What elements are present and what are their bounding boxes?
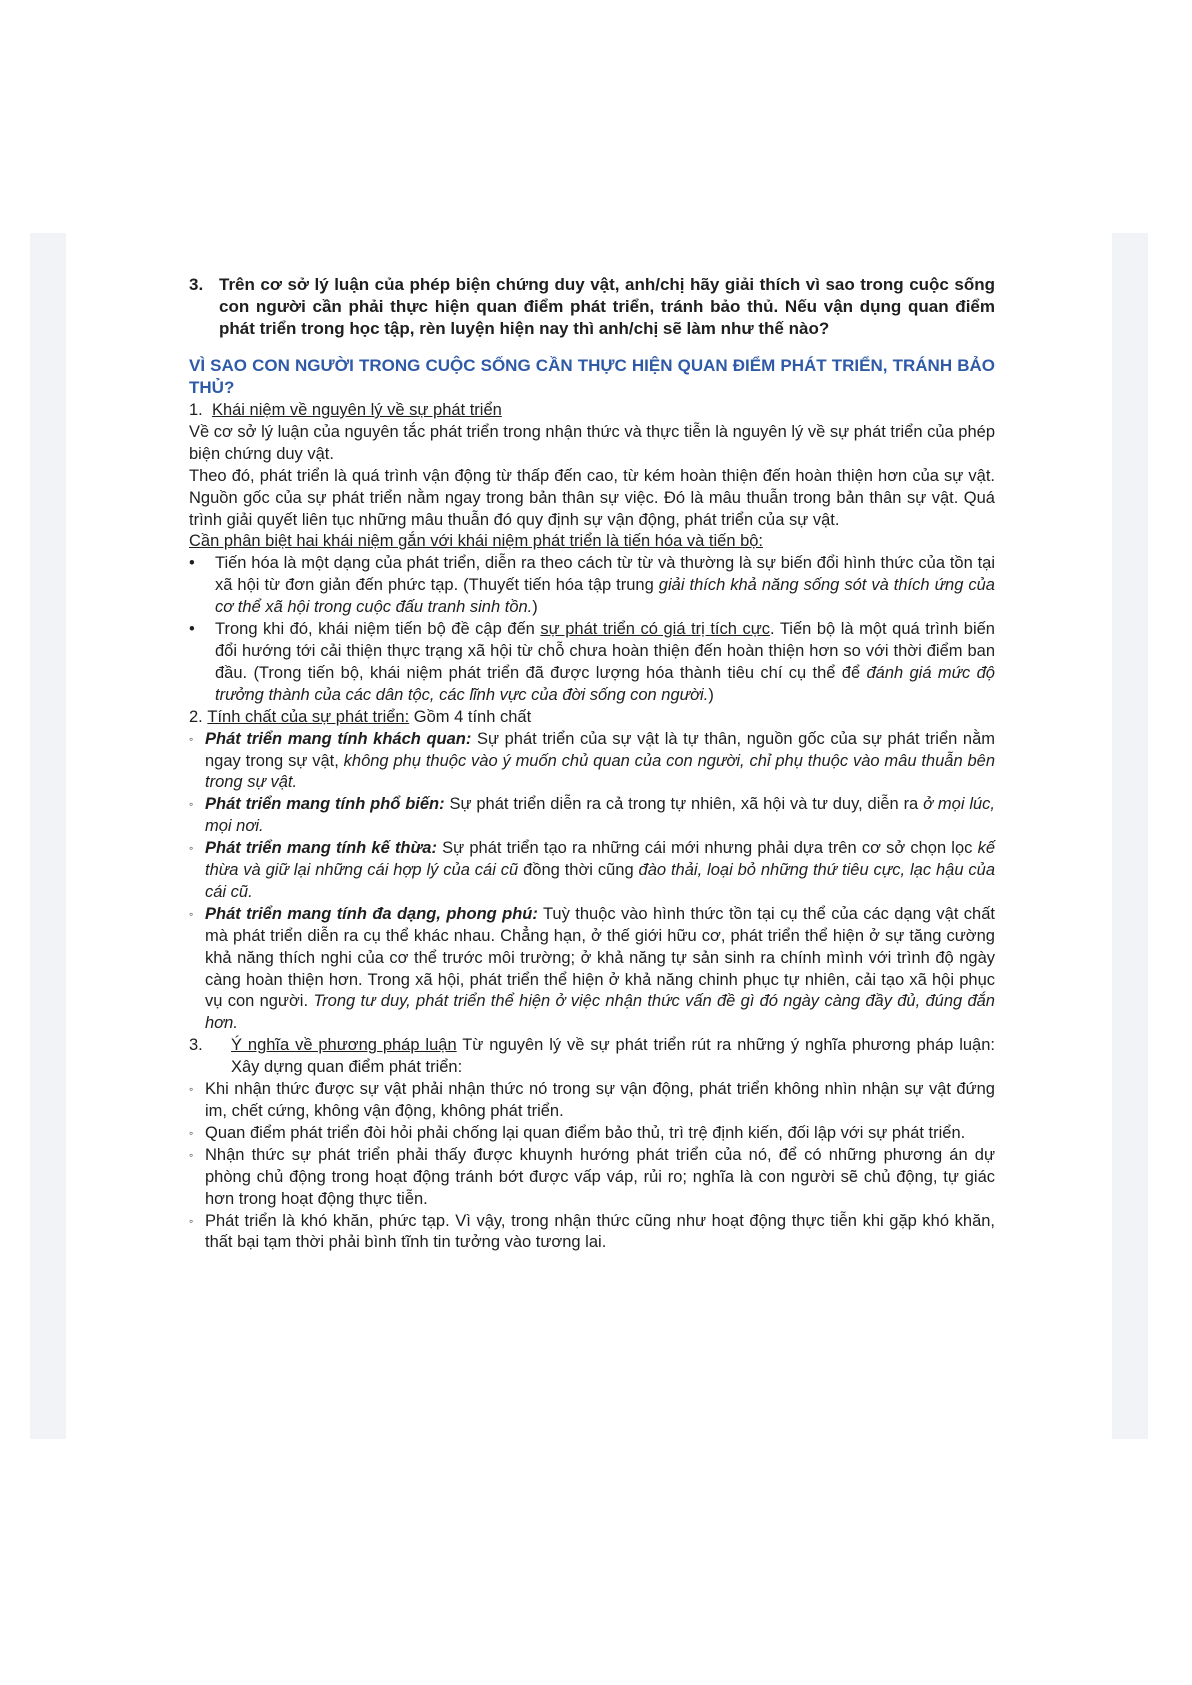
section-heading: VÌ SAO CON NGƯỜI TRONG CUỘC SỐNG CẦN THỰC HIỆN QUAN ĐIỂM PHÁT TRIỂN, TRÁNH BẢO THỦ? xyxy=(189,356,995,397)
s2-item-a: Sự phát triển tạo ra những cái mới nhưng phải dựa trên cơ sở chọn lọc xyxy=(436,839,978,858)
s2-item-label: Phát triển mang tính phổ biến: xyxy=(205,795,445,814)
s1-paragraph-3: Cần phân biệt hai khái niệm gắn với khái niệm phát triển là tiến hóa và tiến bộ: xyxy=(189,532,764,551)
s2-item xyxy=(189,904,995,1035)
circle-bullet: ◦ xyxy=(189,1213,194,1228)
s1-title xyxy=(189,400,995,422)
s3-title-text: Ý nghĩa về phương pháp luận xyxy=(231,1036,457,1055)
s1-bullet-2 xyxy=(189,619,995,707)
s2-item-a: Sự phát triển của sự vật là tự thân, nguồn gốc của sự phát triển nằm ngay trong sự vật, xyxy=(205,729,995,770)
bullet-glyph: • xyxy=(189,554,195,573)
circle-bullet: ◦ xyxy=(189,797,194,812)
s1-title-number: 1. xyxy=(189,401,203,419)
s3-item xyxy=(189,1211,995,1255)
s1-b2-u: sự phát triển có giá trị tích cực xyxy=(540,620,770,639)
s2-item-label: Phát triển mang tính đa dạng, phong phú: xyxy=(205,904,538,923)
s1-b1-a: Tiến hóa là một dạng của phát triển, diễn ra theo cách từ từ và thường là sự biến đổi hình thức của tồn tại xã hội từ đơn giản đến phức tạp. (Thuyết tiến hóa tập trung xyxy=(215,554,995,595)
s2-item-i: ở mọi lúc, mọi nơi. xyxy=(205,795,996,836)
s3-item xyxy=(189,1123,995,1145)
s2-item-a: Sự phát triển diễn ra cả trong tự nhiên, xã hội và tư duy, diễn ra xyxy=(444,795,924,814)
s1-b1-c: ) xyxy=(532,598,538,617)
s1-bullet-2-text xyxy=(215,619,995,707)
question xyxy=(189,274,995,340)
s3-item-text: Nhận thức sự phát triển phải thấy được khuynh hướng phát triển của nó, để có những phương án dự phòng chủ động trong hoạt động tránh bớt được vấp váp, rủi ro; nghĩa là con người sẽ chủ động, tự giác hơn trong hoạt động thực tiễn. xyxy=(205,1145,995,1208)
s2-title xyxy=(189,707,995,729)
s3-title-number: 3. xyxy=(189,1036,203,1055)
s2-item-label: Phát triển mang tính kế thừa: xyxy=(205,839,437,858)
s2-item-b: đồng thời cũng xyxy=(518,861,639,880)
s3-item xyxy=(189,1079,995,1123)
circle-bullet: ◦ xyxy=(189,841,194,856)
s2-item xyxy=(189,838,995,904)
bullet-glyph: • xyxy=(189,620,195,639)
s2-title-rest: Gồm 4 tính chất xyxy=(409,707,532,726)
circle-bullet: ◦ xyxy=(189,1147,194,1162)
s3-title-rest: Từ nguyên lý về sự phát triển rút ra những ý nghĩa phương pháp luận: Xây dựng quan điểm phát triển: xyxy=(231,1036,995,1077)
circle-bullet: ◦ xyxy=(189,1125,194,1140)
s3-item-text: Quan điểm phát triển đòi hỏi phải chống lại quan điểm bảo thủ, trì trệ định kiến, đối lập với sự phát triển. xyxy=(205,1123,966,1142)
s1-bullet-1-text xyxy=(215,553,995,619)
s1-b2-i: đánh giá mức độ trưởng thành của các dân tộc, các lĩnh vực của đời sống con người. xyxy=(215,663,995,704)
s1-b2-c: ) xyxy=(708,685,714,704)
s2-item-i: không phụ thuộc vào ý muốn chủ quan của con người, chỉ phụ thuộc vào mâu thuẫn bên trong sự vật. xyxy=(205,751,995,792)
s3-title xyxy=(189,1035,995,1079)
s2-item-a: Tuỳ thuộc vào hình thức tồn tại cụ thể của các dạng vật chất mà phát triển diễn ra cụ thể khác nhau. Chẳng hạn, ở thế giới hữu cơ, phát triển thể hiện ở sự tăng cường khả năng thích nghi của cơ thể trước môi trường; ở khả năng tự sản sinh ra chính mình với trình độ ngày càng hoàn thiện hơn. Trong xã hội, phát triển thể hiện ở khả năng chinh phục tự nhiên, cải tạo xã hội phục vụ con người. xyxy=(205,904,995,1011)
s3-item-text: Khi nhận thức được sự vật phải nhận thức nó trong sự vận động, phát triển không nhìn nhận sự vật đứng im, chết cứng, không vận động, không phát triển. xyxy=(205,1080,995,1120)
s1-paragraph-1: Về cơ sở lý luận của nguyên tắc phát triển trong nhận thức và thực tiễn là nguyên lý về sự phát triển của phép biện chứng duy vật. xyxy=(189,422,996,463)
document-content xyxy=(189,274,995,1254)
s1-bullet-1 xyxy=(189,553,995,619)
s3-item-text: Phát triển là khó khăn, phức tạp. Vì vậy, trong nhận thức cũng như hoạt động thực tiễn khi gặp khó khăn, thất bại tạm thời phải bình tĩnh tin tưởng vào tương lai. xyxy=(205,1211,995,1252)
s1-paragraph-2: Theo đó, phát triển là quá trình vận động từ thấp đến cao, từ kém hoàn thiện đến hoàn thiện hơn của sự vật. Nguồn gốc của sự phát triển nằm ngay trong bản thân sự việc. Đó là mâu thuẫn trong bản thân sự vật. Quá trình giải quyết liên tục những mâu thuẫn đó quy định sự vận động, phát triển của sự vật. xyxy=(189,466,995,529)
s2-item xyxy=(189,794,995,838)
s1-b1-i: giải thích khả năng sống sót và thích ứng của cơ thể xã hội trong cuộc đấu tranh sinh tồn. xyxy=(215,576,995,617)
circle-bullet: ◦ xyxy=(189,906,194,921)
question-text: Trên cơ sở lý luận của phép biện chứng duy vật, anh/chị hãy giải thích vì sao trong cuộc sống con người cần phải thực hiện quan điểm phát triển, tránh bảo thủ. Nếu vận dụng quan điểm phát triển trong học tập, rèn luyện hiện nay thì anh/chị sẽ làm như thế nào? xyxy=(219,275,995,338)
question-number: 3. xyxy=(189,275,204,294)
s2-item-i: kế thừa và giữ lại những cái hợp lý của cái cũ xyxy=(205,839,995,880)
s2-item-label: Phát triển mang tính khách quan: xyxy=(205,729,472,748)
s2-item-i2: đào thải, loại bỏ những thứ tiêu cực, lạc hậu của cái cũ. xyxy=(205,861,996,901)
circle-bullet: ◦ xyxy=(189,1082,194,1097)
s1-title-text: Khái niệm về nguyên lý về sự phát triển xyxy=(211,401,502,419)
s2-item-i: Trong tư duy, phát triển thể hiện ở việc nhận thức vấn đề gì đó ngày càng đầy đủ, đúng đắn hơn. xyxy=(205,992,995,1033)
s2-item xyxy=(189,729,995,795)
s2-title-number: 2. xyxy=(189,707,203,726)
s3-item xyxy=(189,1145,995,1211)
s2-title-text: Tính chất của sự phát triển: xyxy=(207,707,410,726)
circle-bullet: ◦ xyxy=(189,731,194,746)
s1-b2-a: Trong khi đó, khái niệm tiến bộ đề cập đến xyxy=(215,620,541,639)
s1-b2-b: . Tiến bộ là một quá trình biến đổi hướng tới cải thiện thực trạng xã hội từ chỗ chưa hoàn thiện đến hoàn thiện hơn so với thời điểm ban đầu. (Trong tiến bộ, khái niệm phát triển đã được lượng hóa thành tiêu chí cụ thể để xyxy=(215,620,995,682)
